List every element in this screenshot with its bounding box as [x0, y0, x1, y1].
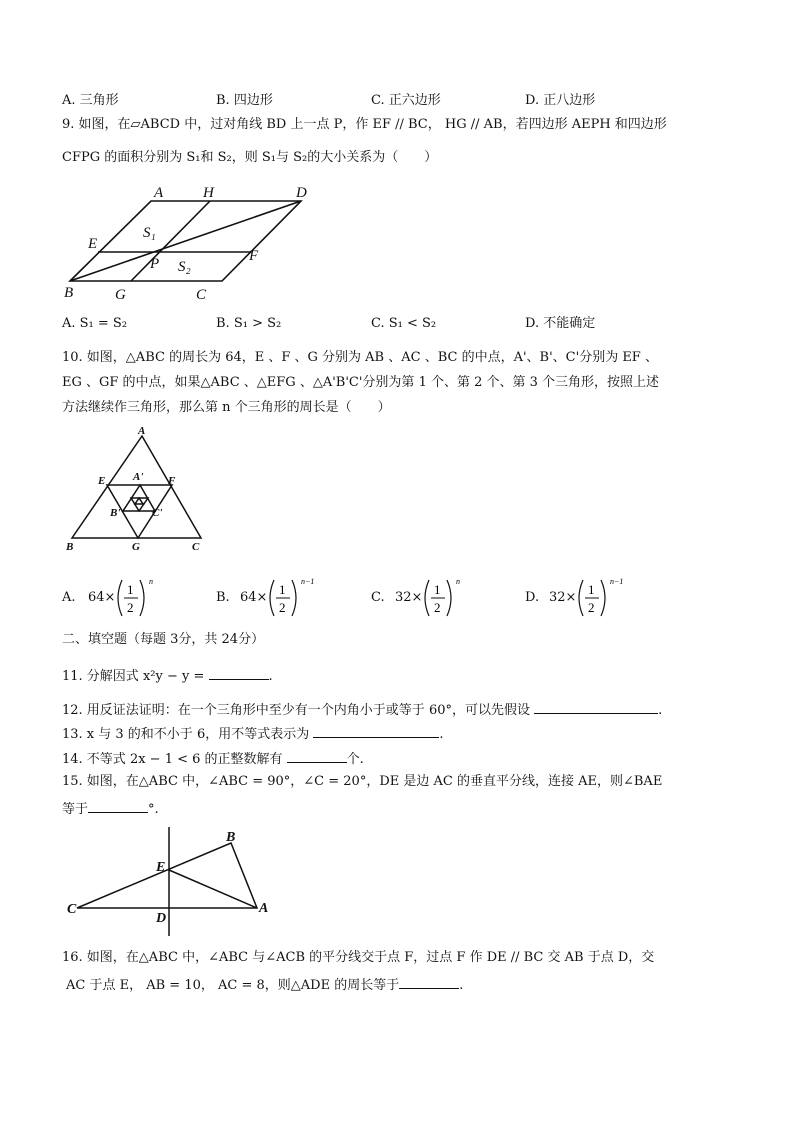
q13-answer-blank[interactable] — [313, 725, 439, 738]
line-hg — [131, 201, 210, 281]
label-c: C — [196, 287, 207, 302]
label-c-prime: C' — [152, 507, 163, 519]
q13-text: 13. x 与 3 的和不小于 6，用不等式表示为 — [62, 727, 310, 742]
q10-option-c-letter: C. — [371, 590, 385, 605]
q16-answer-blank[interactable] — [399, 976, 459, 989]
q9-option-c: C. S₁ < S₂ — [371, 316, 437, 331]
frac-num: 1 — [279, 582, 286, 597]
q11-answer-blank[interactable] — [209, 667, 269, 680]
frac-den: 2 — [127, 600, 134, 615]
q10-option-b-coef: 64× — [240, 590, 268, 605]
q9-option-b: B. S₁ > S₂ — [216, 316, 282, 331]
q15-triangle-figure — [60, 824, 290, 942]
label-s2: S₂ — [178, 259, 191, 275]
q8-option-c: C. 正六边形 — [371, 93, 441, 108]
label-d: D — [296, 185, 307, 201]
label-g: G — [115, 287, 126, 302]
q16-stem-line2: AC 于点 E， AB = 10， AC = 8，则△ADE 的周长等于 . — [66, 978, 464, 993]
q15-answer-blank[interactable] — [88, 800, 148, 813]
label-a-prime: A' — [133, 471, 144, 483]
label-b: B — [226, 830, 236, 845]
q11-text: 11. 分解因式 x²y − y = — [62, 669, 205, 684]
frac-den: 2 — [279, 600, 286, 615]
q9-option-a: A. S₁ = S₂ — [62, 316, 128, 331]
label-c: C — [192, 541, 200, 552]
q14-line: 14. 不等式 2x − 1 < 6 的正整数解有 个. — [62, 752, 364, 767]
q9-parallelogram-figure — [60, 182, 320, 302]
triangle-5 — [135, 498, 143, 504]
q9-stem-line1: 9. 如图，在▱ABCD 中，过对角线 BD 上一点 P，作 EF // BC， HG // AB，若四边形 AEPH 和四边形 — [62, 117, 667, 132]
exponent: n−1 — [610, 577, 624, 586]
triangle-abc — [72, 436, 201, 538]
q8-option-d: D. 正八边形 — [525, 93, 596, 108]
q13-line: 13. x 与 3 的和不小于 6，用不等式表示为 . — [62, 727, 444, 742]
q15-stem-line2: 等于 °. — [62, 802, 159, 817]
label-a: A — [138, 425, 146, 437]
label-e: E — [88, 236, 98, 252]
section-2-heading: 二、填空题（每题 3分，共 24分） — [62, 632, 265, 647]
q15-stem-line1: 15. 如图，在△ABC 中，∠ABC = 90°，∠C = 20°，DE 是边 AC 的垂直平分线，连接 AE，则∠BAE — [62, 774, 663, 789]
frac-den: 2 — [434, 600, 441, 615]
frac-num: 1 — [588, 582, 595, 597]
q8-option-b: B. 四边形 — [216, 93, 273, 108]
q10-option-b-letter: B. — [216, 590, 230, 605]
q12-line: 12. 用反证法证明：在一个三角形中至少有一个内角小于或等于 60°，可以先假设 . — [62, 703, 663, 718]
q9-option-d: D. 不能确定 — [525, 316, 596, 331]
q14-text: 14. 不等式 2x − 1 < 6 的正整数解有 — [62, 752, 283, 767]
label-h: H — [203, 185, 214, 201]
label-b-prime: B' — [110, 507, 121, 519]
q10-stem-line2: EG 、GF 的中点，如果△ABC 、△EFG 、△A'B'C'分别为第 1 个、第 2 个、第 3 个三角形，按照上述 — [62, 375, 660, 390]
label-e: E — [156, 860, 166, 875]
label-d: D — [156, 911, 167, 926]
exponent: n — [456, 577, 460, 586]
label-f: F — [249, 248, 259, 264]
triangle-abc — [77, 843, 257, 908]
q10-stem-line3: 方法继续作三角形，那么第 n 个三角形的周长是（ ） — [62, 400, 391, 415]
q14-answer-blank[interactable] — [287, 750, 347, 763]
label-c: C — [67, 902, 77, 917]
q12-text: 12. 用反证法证明：在一个三角形中至少有一个内角小于或等于 60°，可以先假设 — [62, 703, 530, 718]
q8-option-a: A. 三角形 — [62, 93, 119, 108]
q10-option-d-letter: D. — [525, 590, 540, 605]
label-f: F — [168, 475, 176, 487]
label-a: A — [154, 185, 164, 201]
exponent: n — [149, 577, 153, 586]
q10-stem-line1: 10. 如图，△ABC 的周长为 64，E 、F 、G 分别为 AB 、AC 、BC 的中点，A'、B'、C'分别为 EF 、 — [62, 350, 658, 365]
label-a: A — [259, 901, 269, 916]
q10-option-c-coef: 32× — [395, 590, 423, 605]
q11-line: 11. 分解因式 x²y − y = . — [62, 669, 273, 684]
q10-nested-triangles-figure — [60, 422, 210, 552]
q9-stem-line2: CFPG 的面积分别为 S₁和 S₂，则 S₁与 S₂的大小关系为（ ） — [62, 150, 438, 165]
label-p: P — [150, 256, 160, 272]
q12-answer-blank[interactable] — [534, 701, 658, 714]
label-b: B — [66, 541, 74, 552]
frac-num: 1 — [127, 582, 134, 597]
q10-option-a-coef: 64× — [88, 590, 116, 605]
frac-den: 2 — [588, 600, 595, 615]
q10-option-d-coef: 32× — [549, 590, 577, 605]
exponent: n−1 — [301, 577, 315, 586]
label-s1: S₁ — [143, 225, 156, 241]
label-g: G — [132, 541, 140, 552]
q16-stem-line1: 16. 如图，在△ABC 中，∠ABC 与∠ACB 的平分线交于点 F，过点 F 作 DE // BC 交 AB 于点 D，交 — [62, 950, 655, 965]
q10-option-a-letter: A. — [62, 590, 76, 605]
label-b: B — [64, 285, 74, 301]
frac-num: 1 — [434, 582, 441, 597]
label-e: E — [98, 475, 106, 487]
